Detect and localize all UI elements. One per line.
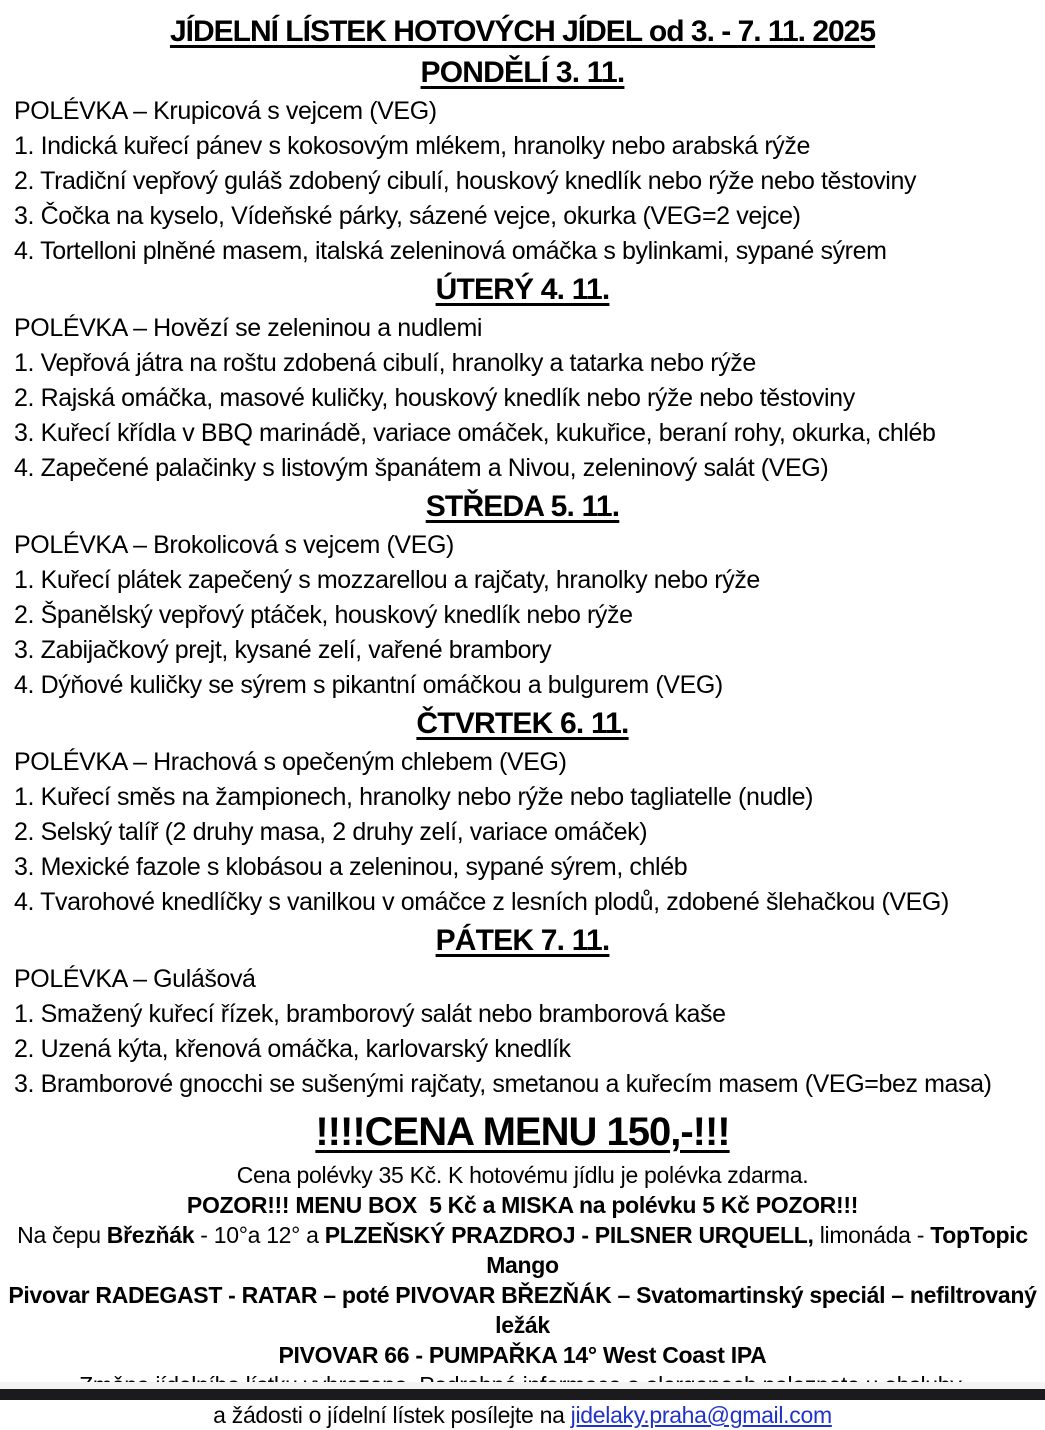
menu-item: 4. Tvarohové knedlíčky s vanilkou v omáčce z lesních plodů, zdobené šlehačkou (VEG) bbox=[14, 888, 949, 916]
day-heading: ČTVRTEK 6. 11. bbox=[416, 707, 629, 740]
menu-document bbox=[0, 12, 1045, 1428]
day-heading: STŘEDA 5. 11. bbox=[425, 490, 620, 523]
request-line bbox=[0, 1400, 1045, 1430]
bottom-gray-strip bbox=[0, 1382, 1045, 1389]
menu-item: 3. Bramborové gnocchi se sušenými rajčaty, smetanou a kuřecím masem (VEG=bez masa) bbox=[14, 1070, 992, 1098]
email-link[interactable]: jidelaky.praha@gmail.com bbox=[570, 1402, 832, 1428]
menu-item: 1. Vepřová játra na roštu zdobená cibulí, hranolky a tatarka nebo rýže bbox=[14, 349, 756, 377]
attention-note: POZOR!!! MENU BOX 5 Kč a MISKA na polévku 5 Kč POZOR!!! bbox=[186, 1192, 859, 1218]
on-tap-segment: TopTopic Mango bbox=[486, 1222, 1034, 1278]
day-heading: PÁTEK 7. 11. bbox=[435, 924, 610, 957]
menu-item: 3. Zabijačkový prejt, kysané zelí, vařené brambory bbox=[14, 636, 552, 664]
soup-price-note: Cena polévky 35 Kč. K hotovému jídlu je polévka zdarma. bbox=[236, 1162, 809, 1188]
on-tap-segment: PLZEŇSKÝ PRAZDROJ - PILSNER URQUELL, bbox=[324, 1222, 814, 1248]
on-tap-segment: Na čepu bbox=[17, 1222, 107, 1248]
request-text: a žádosti o jídelní lístek posílejte na bbox=[213, 1402, 571, 1428]
menu-days bbox=[0, 55, 1045, 1102]
menu-item: 2. Uzená kýta, křenová omáčka, karlovarský knedlík bbox=[14, 1035, 571, 1063]
day-section bbox=[0, 55, 1045, 269]
menu-item: 2. Tradiční vepřový guláš zdobený cibulí, houskový knedlík nebo rýže nebo těstoviny bbox=[14, 167, 917, 195]
price-banner: !!!!CENA MENU 150,-!!! bbox=[315, 1110, 730, 1154]
menu-item: 4. Dýňové kuličky se sýrem s pikantní omáčkou a bulgurem (VEG) bbox=[14, 671, 723, 699]
menu-item: 1. Smažený kuřecí řízek, bramborový salát nebo bramborová kaše bbox=[14, 1000, 726, 1028]
brewery-line-1: Pivovar RADEGAST - RATAR – poté PIVOVAR BŘEZŇÁK – Svatomartinský speciál – nefiltrovaný ležák bbox=[8, 1282, 1043, 1338]
menu-item: 3. Čočka na kyselo, Vídeňské párky, sázené vejce, okurka (VEG=2 vejce) bbox=[14, 202, 801, 230]
soup-line: POLÉVKA – Gulášová bbox=[14, 965, 256, 993]
menu-item: 3. Mexické fazole s klobásou a zeleninou, sypané sýrem, chléb bbox=[14, 853, 688, 881]
day-section bbox=[0, 923, 1045, 1102]
menu-item: 2. Selský talíř (2 druhy masa, 2 druhy zelí, variace omáček) bbox=[14, 818, 648, 846]
day-heading: ÚTERÝ 4. 11. bbox=[435, 273, 610, 306]
soup-line: POLÉVKA – Hovězí se zeleninou a nudlemi bbox=[14, 314, 483, 342]
on-tap-line bbox=[0, 1220, 1045, 1280]
brewery-line-2: PIVOVAR 66 - PUMPAŘKA 14° West Coast IPA bbox=[278, 1342, 767, 1368]
menu-item: 4. Zapečené palačinky s listovým španátem a Nivou, zeleninový salát (VEG) bbox=[14, 454, 829, 482]
soup-line: POLÉVKA – Hrachová s opečeným chlebem (VEG) bbox=[14, 748, 567, 776]
day-heading: PONDĚLÍ 3. 11. bbox=[420, 56, 625, 89]
day-section bbox=[0, 706, 1045, 920]
menu-item: 1. Kuřecí směs na žampionech, hranolky nebo rýže nebo tagliatelle (nudle) bbox=[14, 783, 814, 811]
menu-item: 2. Španělský vepřový ptáček, houskový knedlík nebo rýže bbox=[14, 601, 633, 629]
menu-item: 3. Kuřecí křídla v BBQ marinádě, variace omáček, kukuřice, beraní rohy, okurka, chléb bbox=[14, 419, 936, 447]
menu-item: 1. Kuřecí plátek zapečený s mozzarellou a rajčaty, hranolky nebo rýže bbox=[14, 566, 760, 594]
soup-line: POLÉVKA – Brokolicová s vejcem (VEG) bbox=[14, 531, 454, 559]
menu-item: 2. Rajská omáčka, masové kuličky, houskový knedlík nebo rýže nebo těstoviny bbox=[14, 384, 855, 412]
on-tap-segment: limonáda - bbox=[813, 1222, 931, 1248]
menu-item: 1. Indická kuřecí pánev s kokosovým mlékem, hranolky nebo arabská rýže bbox=[14, 132, 810, 160]
day-section bbox=[0, 272, 1045, 486]
on-tap-segment: - 10°a 12° a bbox=[194, 1222, 325, 1248]
menu-item: 4. Tortelloni plněné masem, italská zeleninová omáčka s bylinkami, sypané sýrem bbox=[14, 237, 887, 265]
day-section bbox=[0, 489, 1045, 703]
on-tap-segment: Březňák bbox=[106, 1222, 195, 1248]
bottom-dark-bar bbox=[0, 1389, 1045, 1400]
soup-line: POLÉVKA – Krupicová s vejcem (VEG) bbox=[14, 97, 437, 125]
page-title: JÍDELNÍ LÍSTEK HOTOVÝCH JÍDEL od 3. - 7. 11. 2025 bbox=[169, 15, 876, 48]
